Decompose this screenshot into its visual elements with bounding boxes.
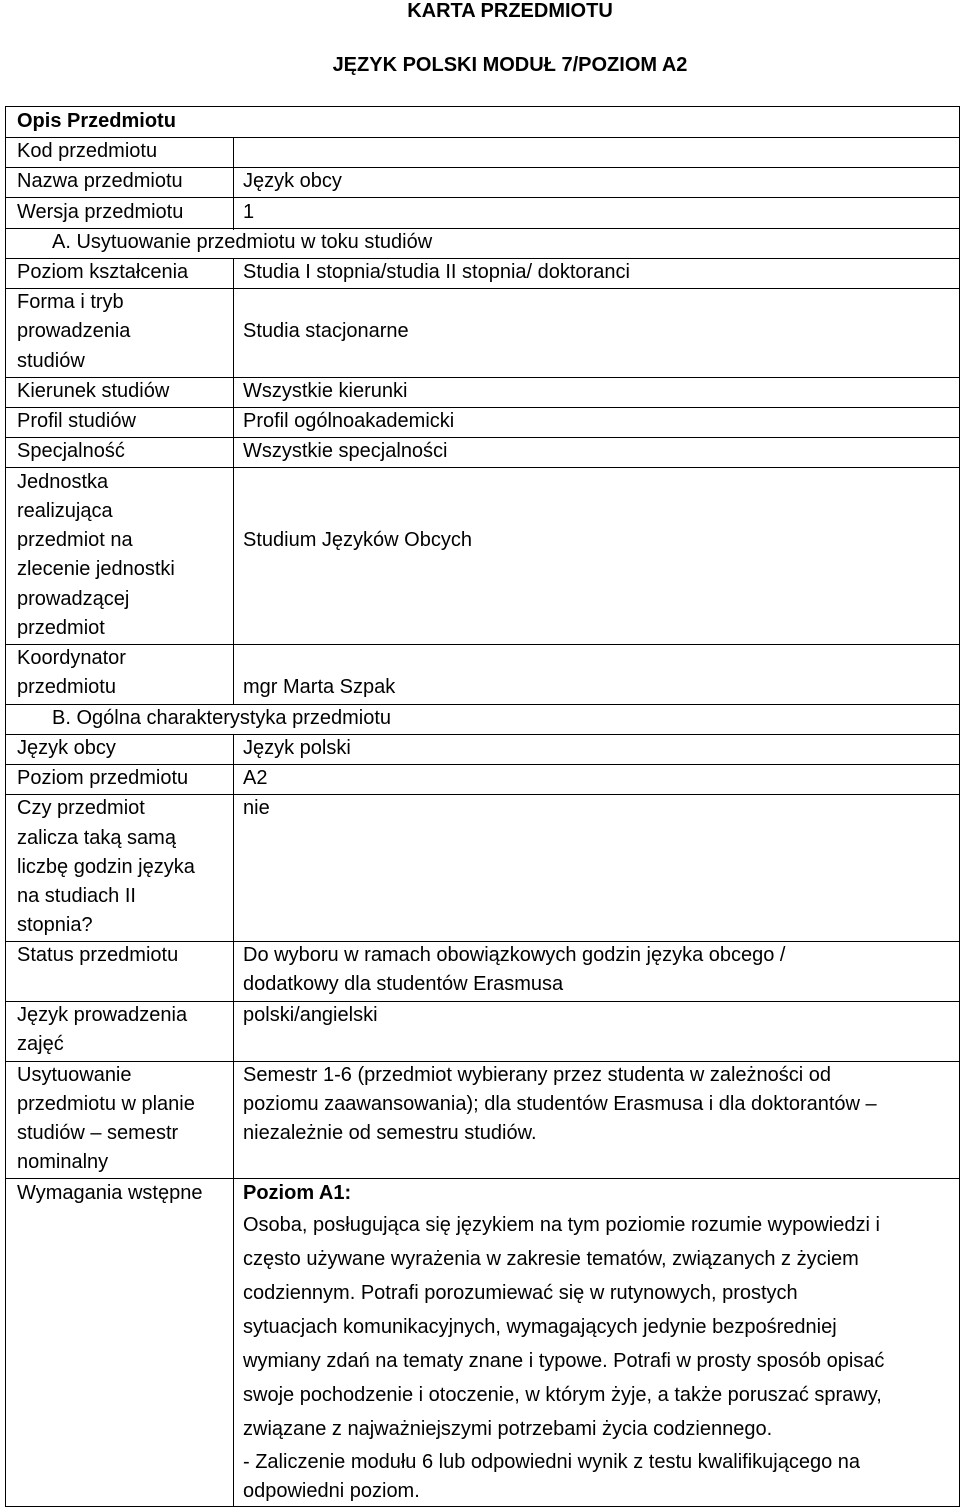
wymagania-line-2: często używane wyrażenia w zakresie tematów, związanych z życiem bbox=[243, 1248, 859, 1270]
row-divider bbox=[5, 467, 960, 468]
jednostka-value: Studium Języków Obcych bbox=[243, 529, 472, 551]
forma-label-3: studiów bbox=[17, 350, 85, 372]
kod-label: Kod przedmiotu bbox=[17, 140, 158, 162]
row-divider bbox=[5, 794, 960, 795]
jezyk-prowadzenia-label-2: zajęć bbox=[17, 1033, 64, 1055]
czy-label-4: na studiach II bbox=[17, 885, 136, 907]
wymagania-note-1: - Zaliczenie modułu 6 lub odpowiedni wynik z testu kwalifikującego na bbox=[243, 1451, 860, 1473]
forma-value: Studia stacjonarne bbox=[243, 320, 409, 342]
specjalnosc-value: Wszystkie specjalności bbox=[243, 440, 448, 462]
profil-label: Profil studiów bbox=[17, 410, 136, 432]
profil-value: Profil ogólnoakademicki bbox=[243, 410, 455, 432]
jednostka-label-6: przedmiot bbox=[17, 617, 105, 639]
poziom-ksztalcenia-label: Poziom kształcenia bbox=[17, 261, 189, 283]
usytuowanie-value-1: Semestr 1-6 (przedmiot wybierany przez studenta w zależności od bbox=[243, 1064, 832, 1086]
kierunek-value: Wszystkie kierunki bbox=[243, 380, 408, 402]
row-divider bbox=[5, 437, 960, 438]
table-left-border bbox=[5, 106, 6, 1507]
kierunek-label: Kierunek studiów bbox=[17, 380, 170, 402]
nazwa-value: Język obcy bbox=[243, 170, 342, 192]
column-divider bbox=[233, 258, 234, 704]
jezyk-obcy-label: Język obcy bbox=[17, 737, 116, 759]
opis-header: Opis Przedmiotu bbox=[17, 110, 176, 132]
poziom-ksztalcenia-value: Studia I stopnia/studia II stopnia/ doktoranci bbox=[243, 261, 630, 283]
koordynator-label-1: Koordynator bbox=[17, 647, 126, 669]
wymagania-line-4: sytuacjach komunikacyjnych, wymagających jedynie bezpośredniej bbox=[243, 1316, 837, 1338]
jezyk-prowadzenia-label-1: Język prowadzenia bbox=[17, 1004, 188, 1026]
poziom-przedmiotu-value: A2 bbox=[243, 767, 268, 789]
nazwa-label: Nazwa przedmiotu bbox=[17, 170, 183, 192]
czy-value: nie bbox=[243, 797, 270, 819]
jezyk-obcy-value: Język polski bbox=[243, 737, 351, 759]
row-divider bbox=[5, 644, 960, 645]
document-title: KARTA PRZEDMIOTU bbox=[407, 0, 613, 22]
wymagania-note-2: odpowiedni poziom. bbox=[243, 1480, 420, 1502]
jezyk-prowadzenia-value: polski/angielski bbox=[243, 1004, 378, 1026]
usytuowanie-label-4: nominalny bbox=[17, 1151, 109, 1173]
section-b-title: B. Ogólna charakterystyka przedmiotu bbox=[52, 707, 392, 729]
wymagania-label: Wymagania wstępne bbox=[17, 1182, 203, 1204]
column-divider bbox=[233, 734, 234, 1507]
specjalnosc-label: Specjalność bbox=[17, 440, 125, 462]
wersja-label: Wersja przedmiotu bbox=[17, 201, 184, 223]
jednostka-label-4: zlecenie jednostki bbox=[17, 558, 175, 580]
row-divider bbox=[5, 288, 960, 289]
jednostka-label-2: realizująca bbox=[17, 500, 113, 522]
koordynator-label-2: przedmiotu bbox=[17, 676, 116, 698]
row-divider bbox=[5, 734, 960, 735]
status-value-1: Do wyboru w ramach obowiązkowych godzin języka obcego / bbox=[243, 944, 786, 966]
usytuowanie-value-2: poziomu zaawansowania); dla studentów Erasmusa i dla doktorantów – bbox=[243, 1093, 877, 1115]
usytuowanie-label-3: studiów – semestr bbox=[17, 1122, 179, 1144]
czy-label-2: zalicza taką samą bbox=[17, 827, 176, 849]
jednostka-label-1: Jednostka bbox=[17, 471, 109, 493]
usytuowanie-label-1: Usytuowanie bbox=[17, 1064, 132, 1086]
wymagania-heading: Poziom A1: bbox=[243, 1182, 352, 1204]
koordynator-value: mgr Marta Szpak bbox=[243, 676, 396, 698]
document-subtitle: JĘZYK POLSKI MODUŁ 7/POZIOM A2 bbox=[332, 54, 688, 76]
jednostka-label-3: przedmiot na bbox=[17, 529, 133, 551]
forma-label-2: prowadzenia bbox=[17, 320, 131, 342]
column-divider bbox=[233, 137, 234, 230]
usytuowanie-value-3: niezależnie od semestru studiów. bbox=[243, 1122, 537, 1144]
wersja-value: 1 bbox=[243, 201, 255, 223]
wymagania-line-7: związane z najważniejszymi potrzebami życia codziennego. bbox=[243, 1418, 773, 1440]
status-value-2: dodatkowy dla studentów Erasmusa bbox=[243, 973, 564, 995]
czy-label-5: stopnia? bbox=[17, 914, 93, 936]
wymagania-line-3: codziennym. Potrafi porozumiewać się w rutynowych, prostych bbox=[243, 1282, 798, 1304]
wymagania-line-5: wymiany zdań na tematy znane i typowe. Potrafi w prosty sposób opisać bbox=[243, 1350, 885, 1372]
section-a-title: A. Usytuowanie przedmiotu w toku studiów bbox=[52, 231, 433, 253]
czy-label-3: liczbę godzin języka bbox=[17, 856, 195, 878]
jednostka-label-5: prowadzącej bbox=[17, 588, 130, 610]
usytuowanie-label-2: przedmiotu w planie bbox=[17, 1093, 195, 1115]
wymagania-line-6: swoje pochodzenie i otoczenie, w którym żyje, a także poruszać sprawy, bbox=[243, 1384, 882, 1406]
czy-label-1: Czy przedmiot bbox=[17, 797, 145, 819]
forma-label-1: Forma i tryb bbox=[17, 291, 124, 313]
poziom-przedmiotu-label: Poziom przedmiotu bbox=[17, 767, 189, 789]
row-divider bbox=[5, 407, 960, 408]
status-label: Status przedmiotu bbox=[17, 944, 179, 966]
wymagania-line-1: Osoba, posługująca się językiem na tym poziomie rozumie wypowiedzi i bbox=[243, 1214, 880, 1236]
